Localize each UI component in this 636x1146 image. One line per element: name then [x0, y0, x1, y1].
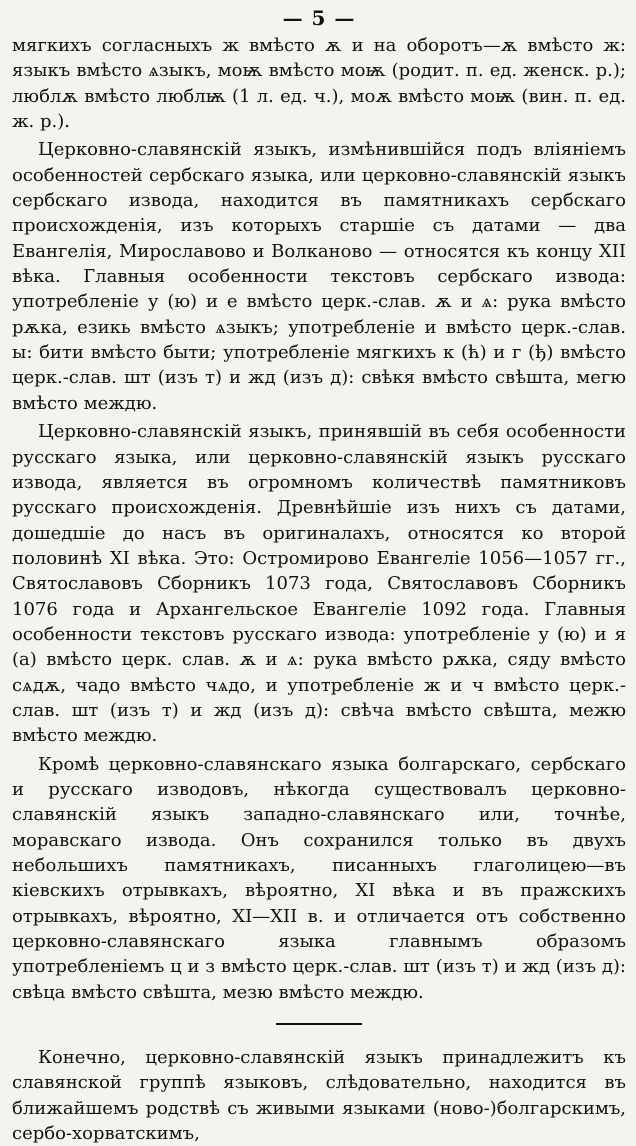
- paragraph-continued: мягкихъ согласныхъ ж вмѣсто ѫ и на оборотъ—ѫ вмѣсто ж: языкъ вмѣсто ѧзыкъ, моѭ вмѣсто моѭ (родит. п. ед. женск. р.); люблѫ вмѣсто люблѭ (1 л. ед. ч.), моѫ вмѣсто моѭ (вин. п. ед. ж. р.).: [12, 35, 626, 133]
- paragraph-russian-recension: Церковно-славянскій языкъ, принявшій въ себя особенности русскаго языка, или церковно-славянскій языкъ русскаго извода, является въ огромномъ количествѣ памятниковъ русскаго происхожденія. Древнѣйшіе изъ нихъ съ датами, дошедшіе до насъ въ оригиналахъ, относятся ко второй половинѣ XI вѣка. Это: Остромирово Евангеліе 1056—1057 гг., Святославовъ Сборникъ 1073 года, Святославовъ Сборникъ 1076 года и Архангельское Евангеліе 1092 года. Главныя особенности текстовъ русскаго извода: употребленіе у (ю) и я (а) вмѣсто церк. слав. ѫ и ѧ: рука вмѣсто рѫка, сяду вмѣсто сѧдѫ, чадо вмѣсто чѧдо, и употребленіе ж и ч вмѣсто церк.-слав. шт (изъ т) и жд (изъ д): свѣча вмѣсто свѣшта, межю вмѣсто междю.: [12, 421, 626, 747]
- section-separator: [276, 1023, 362, 1025]
- paragraph-serbian-recension: Церковно-славянскій языкъ, измѣнившійся подъ вліяніемъ особенностей сербскаго языка, или церковно-славянскій языкъ сербскаго извода, находится въ памятникахъ сербскаго происхожденія, изъ которыхъ старшіе съ датами — два Евангелія, Мирославово и Волканово — относятся къ концу XII вѣка. Главныя особенности текстовъ сербскаго извода: употребленіе у (ю) и е вмѣсто церк.-слав. ѫ и ѧ: рука вмѣсто рѫка, езикь вмѣсто ѧзыкъ; употребленіе и вмѣсто церк.-слав. ы: бити вмѣсто быти; употребленіе мягкихъ к (ћ) и г (ђ) вмѣсто церк.-слав. шт (изъ т) и жд (изъ д): свѣкя вмѣсто свѣшта, мегю вмѣсто междю.: [12, 139, 626, 414]
- paragraph-moravian-recension: Кромѣ церковно-славянскаго языка болгарскаго, сербскаго и русскаго изводовъ, нѣкогда существовалъ церковно-славянскій языкъ западно-славянскаго или, точнѣе, моравскаго извода. Онъ сохранился только въ двухъ небольшихъ памятникахъ, писанныхъ глаголицею—въ кіевскихъ отрывкахъ, вѣроятно, XI вѣка и въ пражскихъ отрывкахъ, вѣроятно, XI—XII в. и отличается отъ собственно церковно-славянскаго языка главнымъ образомъ употребленіемъ ц и з вмѣсто церк.-слав. шт (изъ т) и жд (изъ д): свѣца вмѣсто свѣшта, мезю вмѣсто междю.: [12, 753, 626, 1003]
- page-number: — 5 —: [282, 6, 356, 30]
- paragraph-conclusion: Конечно, церковно-славянскій языкъ принадлежитъ къ славянской группѣ языковъ, слѣдовательно, находится въ ближайшемъ родствѣ съ живыми языками (ново-)болгарскимъ, сербо-хорватскимъ,: [12, 1047, 626, 1145]
